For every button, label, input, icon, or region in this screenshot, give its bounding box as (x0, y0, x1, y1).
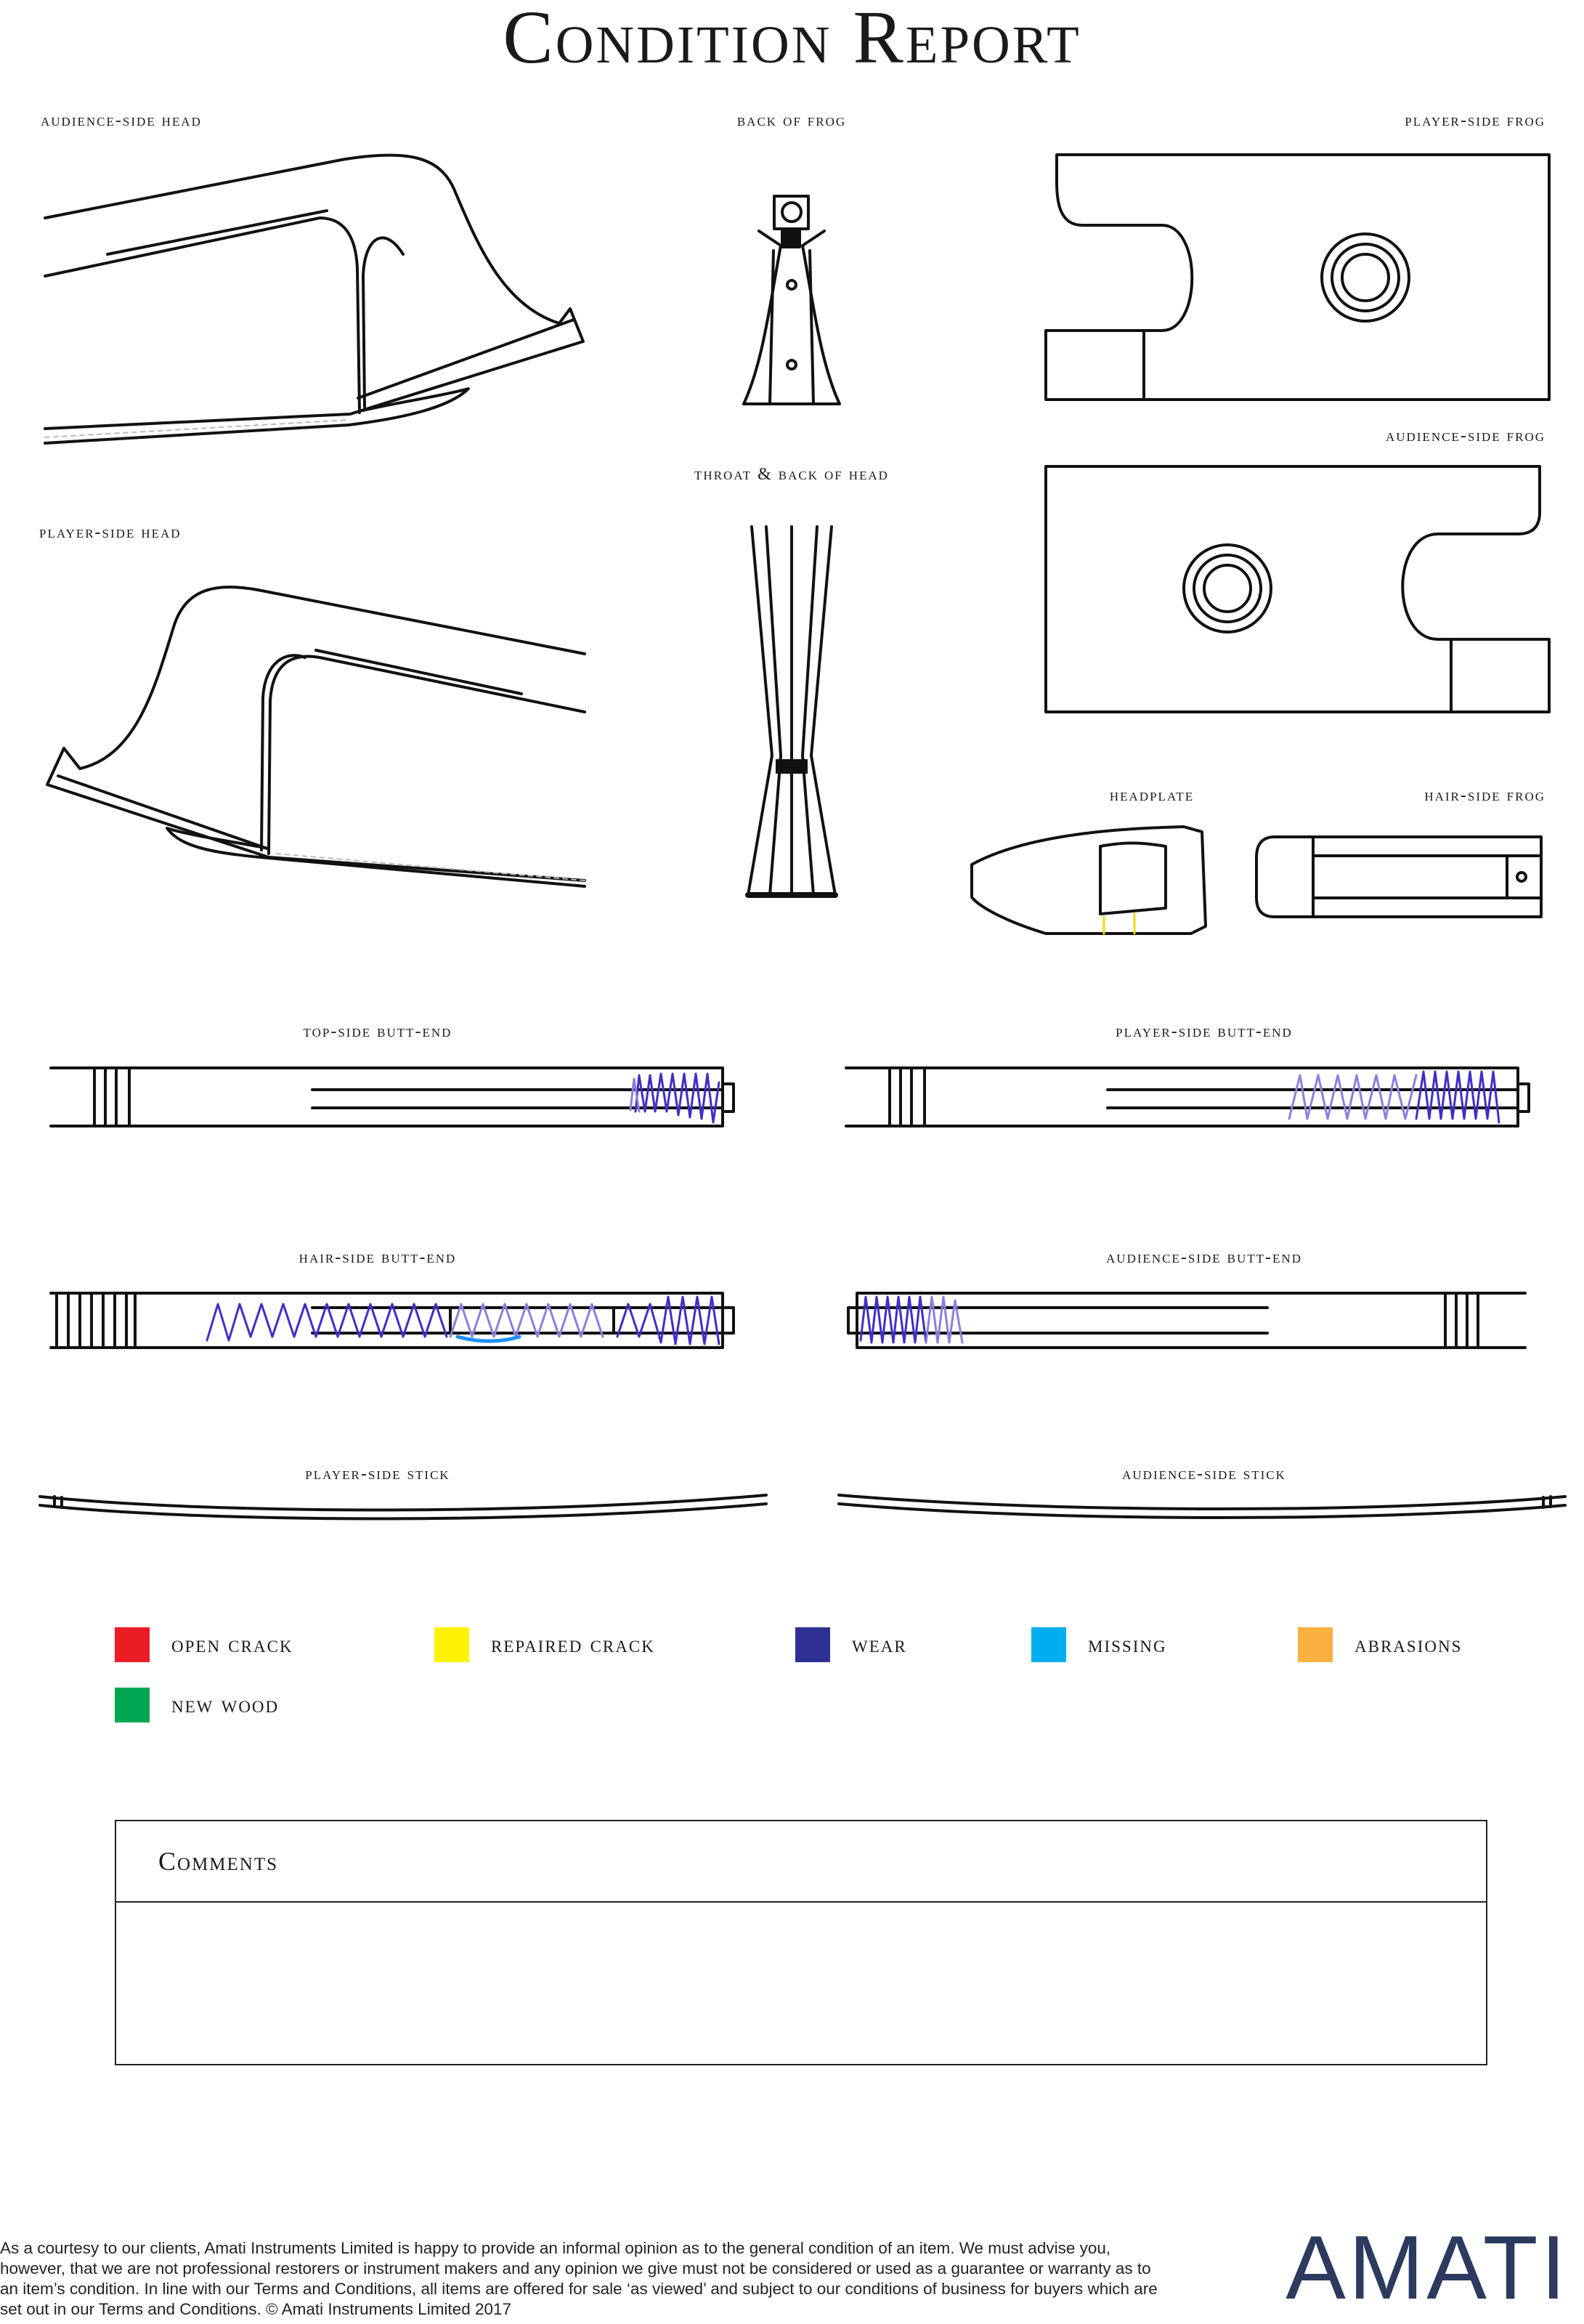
legend-swatch (115, 1688, 150, 1722)
label-hair-side-butt-end: hair-side butt-end (298, 1248, 457, 1267)
legend-label: open crack (171, 1631, 293, 1658)
label-hair-side-frog: hair-side frog (1424, 786, 1546, 805)
label-headplate: headplate (1109, 786, 1195, 805)
legend-item-repaired-crack (434, 1627, 655, 1662)
throat-back-of-head-drawing (748, 527, 835, 895)
comments-field[interactable] (116, 1903, 1486, 2065)
label-audience-side-frog: audience-side frog (1386, 426, 1546, 445)
label-audience-side-butt-end: audience-side butt-end (1106, 1248, 1302, 1267)
legend-item-abrasions (1298, 1627, 1462, 1662)
player-side-head-drawing (47, 587, 585, 886)
legend-item-missing (1031, 1627, 1167, 1662)
disclaimer-text: As a courtesy to our clients, Amati Instruments Limited is happy to provide an informal opinion as to the general condition of an item. We must advise you, however, that we are not professional restorers or instrument makers and any opinion we give must not be considered or used as a guarantee or warranty as to an item’s condition. In line with our Terms and Conditions, all items are offered for sale ‘as viewed’ and subject to our conditions of business for buyers which are set out in our Terms and Conditions. © Amati Instruments Limited 2017 (0, 2239, 1158, 2318)
label-audience-side-stick: audience-side stick (1122, 1465, 1286, 1483)
amati-logo: AMATI (1286, 2218, 1569, 2318)
label-player-side-head: player-side head (39, 523, 182, 542)
label-back-of-frog: back of frog (736, 111, 847, 130)
label-top-side-butt-end: top-side butt-end (303, 1022, 452, 1041)
player-side-butt-end-drawing (846, 1068, 1529, 1126)
legend-item-new-wood (115, 1688, 279, 1722)
page-title: Condition Report (503, 0, 1081, 79)
comments-box (115, 1820, 1487, 2065)
headplate-drawing (972, 827, 1206, 934)
audience-side-stick-drawing (839, 1495, 1565, 1518)
legend-label: wear (852, 1631, 907, 1658)
hair-side-frog-drawing (1256, 837, 1541, 917)
legend-item-wear (795, 1627, 907, 1662)
label-player-side-butt-end: player-side butt-end (1116, 1022, 1293, 1041)
legend-swatch (1031, 1627, 1066, 1662)
legend-swatch (795, 1627, 830, 1662)
player-side-stick-drawing (40, 1495, 766, 1519)
legend-label: abrasions (1354, 1631, 1463, 1658)
audience-side-butt-end-drawing (848, 1293, 1525, 1348)
comments-title: Comments (116, 1821, 1486, 1903)
label-audience-side-head: audience-side head (41, 111, 202, 130)
label-player-side-frog: player-side frog (1405, 111, 1546, 130)
legend-swatch (115, 1627, 150, 1662)
player-side-frog-drawing (1046, 155, 1549, 400)
top-side-butt-end-drawing (51, 1068, 734, 1126)
legend-label: missing (1088, 1631, 1167, 1658)
audience-side-frog-drawing (1046, 466, 1549, 712)
legend-swatch (1298, 1627, 1333, 1662)
legend-swatch (434, 1627, 469, 1662)
label-player-side-stick: player-side stick (305, 1465, 450, 1483)
audience-side-head-drawing (45, 155, 583, 443)
back-of-frog-drawing (744, 196, 840, 404)
legend-item-open-crack (115, 1627, 293, 1662)
legend-label: new wood (171, 1691, 280, 1718)
legend-label: repaired crack (491, 1631, 655, 1658)
hair-side-butt-end-drawing (51, 1293, 734, 1348)
label-throat-back-of-head: throat & back of head (694, 465, 889, 484)
